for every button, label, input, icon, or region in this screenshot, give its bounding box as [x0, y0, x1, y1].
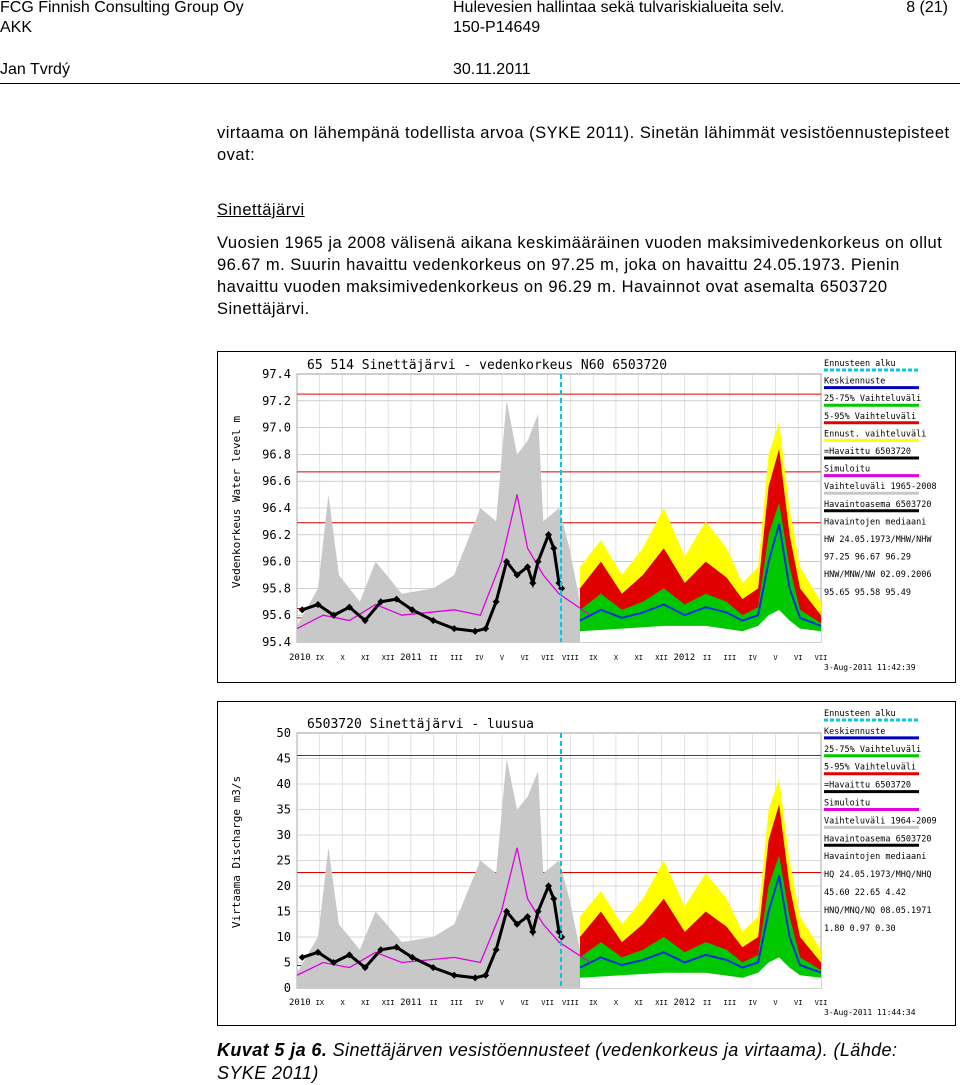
y-tick-label: 96.0 [262, 554, 291, 569]
legend-label: HW 24.05.1973/MHW/NHW [824, 535, 932, 545]
x-tick-label: 2011 [400, 653, 422, 663]
y-tick-label: 95.8 [262, 581, 291, 596]
header-page: 8 (21) [906, 0, 948, 16]
figure-caption [217, 1039, 937, 1085]
x-tick-label: X [340, 999, 345, 1007]
x-tick-label: IV [748, 654, 757, 662]
x-tick-label: IV [475, 999, 484, 1007]
chart-timestamp: 3-Aug-2011 11:44:34 [824, 1008, 916, 1017]
discharge-chart [218, 702, 955, 1025]
y-tick-label: 95.4 [262, 635, 291, 649]
legend-label: 25-75% Vaihteluväli [824, 394, 922, 405]
x-tick-label: V [499, 654, 505, 662]
x-tick-label: V [773, 654, 778, 662]
y-tick-label: 40 [276, 777, 291, 791]
legend-label: Vaihteluväli 1965-2008 [824, 482, 937, 493]
x-tick-label: VII [541, 999, 554, 1007]
x-tick-label: VI [520, 999, 530, 1007]
y-tick-label: 96.6 [262, 474, 291, 489]
x-tick-label: XII [381, 654, 395, 662]
chart-title: 6503720 Sinettäjärvi - luusua [307, 717, 534, 732]
x-tick-label: VI [793, 654, 803, 662]
legend-label: 45.60 22.65 4.42 [824, 888, 906, 898]
header-author: Jan Tvrdý [0, 61, 70, 78]
x-tick-label: 2010 [289, 998, 311, 1008]
x-tick-label: XII [655, 999, 668, 1007]
x-tick-label: XII [655, 654, 668, 662]
x-tick-label: IX [588, 999, 598, 1007]
x-tick-label: VI [520, 654, 530, 662]
figure-water-level [217, 351, 956, 683]
subheading: Sinettäjärvi [217, 201, 305, 219]
chart-title: 65 514 Sinettäjärvi - vedenkorkeus N60 6503720 [307, 358, 668, 373]
paragraph-water-level: Vuosien 1965 ja 2008 välisenä aikana keskimääräinen vuoden maksimivedenkorkeus on ollut 96.67 m. Suurin havaittu vedenkorkeus on 97.25 m, joka on havaittu 24.05.1973. Pienin havaittu vuoden maksimivedenkorkeus on 96.29 m. Havainnot ovat asemalta 6503720 Sinettäjärvi. [217, 234, 943, 318]
y-tick-label: 20 [276, 879, 291, 893]
x-tick-label: IX [588, 654, 598, 662]
x-tick-label: VIII [561, 654, 579, 662]
legend-label: Havaintoasema 6503720 [824, 834, 932, 845]
legend-label: Havaintojen mediaani [824, 852, 927, 863]
y-tick-label: 96.2 [262, 527, 291, 542]
legend-label: HQ 24.05.1973/MHQ/NHQ [824, 870, 932, 881]
x-tick-label: IX [315, 999, 325, 1007]
legend-label: Havaintojen mediaani [824, 517, 927, 528]
header-dept: AKK [0, 19, 33, 36]
y-tick-label: 50 [276, 726, 291, 740]
y-tick-label: 30 [276, 828, 291, 842]
y-axis-label: Virtaama Discharge m3/s [230, 775, 243, 929]
x-tick-label: IV [748, 999, 757, 1007]
x-tick-label: X [613, 654, 619, 662]
y-tick-label: 95.6 [262, 608, 291, 623]
x-tick-label: III [723, 654, 737, 662]
caption-text: Sinettäjärven vesistöennusteet (vedenkorkeus ja virtaama). (Lähde: SYKE 2011) [217, 1040, 898, 1083]
x-tick-label: XII [381, 999, 395, 1007]
x-tick-label: XI [361, 654, 370, 662]
header-date: 30.11.2011 [453, 61, 531, 78]
legend-label: HNQ/MNQ/NQ 08.05.1971 [824, 905, 932, 916]
x-tick-label: IV [475, 654, 484, 662]
y-tick-label: 0 [283, 981, 291, 995]
header-rule [0, 83, 960, 84]
x-tick-label: II [429, 654, 438, 662]
legend-label: Ennusteen alku [824, 359, 896, 369]
x-tick-label: XI [361, 999, 370, 1007]
legend-label: Ennust. vaihteluväli [824, 429, 927, 440]
y-axis-label: Vedenkorkeus Water level m [230, 415, 243, 589]
y-tick-label: 25 [276, 853, 291, 868]
caption-label: Kuvat 5 ja 6. [217, 1040, 328, 1060]
x-tick-label: 2011 [400, 998, 422, 1008]
x-tick-label: III [450, 999, 463, 1007]
x-tick-label: VI [793, 999, 803, 1007]
x-tick-label: X [613, 999, 619, 1007]
legend-label: =Havaittu 6503720 [824, 447, 911, 457]
header-project: 150-P14649 [453, 19, 541, 36]
y-tick-label: 10 [276, 930, 291, 944]
legend-label: 5-95% Vaihteluväli [824, 411, 917, 422]
chart-timestamp: 3-Aug-2011 11:42:39 [824, 663, 916, 672]
water-level-chart [218, 352, 955, 682]
paragraph-intro: virtaama on lähempänä todellista arvoa (SYKE 2011). Sinetän lähimmät vesistöennustepisteet ovat: [217, 124, 950, 164]
legend-label: 25-75% Vaihteluväli [824, 744, 922, 755]
figure-discharge [217, 701, 956, 1026]
x-tick-label: VII [814, 654, 828, 662]
x-tick-label: IX [315, 654, 325, 662]
x-tick-label: V [773, 999, 778, 1007]
x-tick-label: 2012 [673, 998, 696, 1008]
legend-label: 5-95% Vaihteluväli [824, 762, 917, 773]
x-tick-label: X [340, 654, 345, 662]
x-tick-label: V [499, 999, 505, 1007]
x-tick-label: II [702, 654, 712, 662]
y-tick-label: 5 [283, 955, 291, 970]
x-tick-label: 2010 [289, 653, 311, 663]
y-tick-label: 45 [276, 751, 291, 766]
legend-label: Ennusteen alku [824, 709, 896, 719]
x-tick-label: III [723, 999, 737, 1007]
x-tick-label: VII [541, 654, 554, 662]
x-tick-label: II [702, 999, 712, 1007]
legend-label: HNW/MNW/NW 02.09.2006 [824, 570, 932, 581]
legend-label: 1.80 0.97 0.30 [824, 923, 896, 934]
legend-label: 97.25 96.67 96.29 [824, 552, 911, 563]
y-tick-label: 97.2 [262, 393, 291, 408]
legend-label: 95.65 95.58 95.49 [824, 587, 911, 598]
x-tick-label: XI [634, 999, 643, 1007]
legend-label: =Havaittu 6503720 [824, 780, 911, 791]
y-tick-label: 97.4 [262, 367, 291, 381]
x-tick-label: III [450, 654, 463, 662]
x-tick-label: VIII [561, 999, 579, 1007]
legend-label: Keskiennuste [824, 726, 886, 737]
legend-label: Simuloitu [824, 464, 871, 475]
x-tick-label: VII [814, 999, 828, 1007]
y-tick-label: 35 [276, 802, 291, 817]
header-company: FCG Finnish Consulting Group Oy [0, 0, 244, 16]
header-title: Hulevesien hallintaa sekä tulvariskialueita selv. [453, 0, 785, 16]
legend-label: Keskiennuste [824, 376, 886, 387]
x-tick-label: II [429, 999, 438, 1007]
x-tick-label: XI [634, 654, 643, 662]
x-tick-label: 2012 [673, 653, 696, 663]
y-tick-label: 96.4 [262, 501, 291, 515]
legend-label: Simuloitu [824, 798, 871, 809]
y-tick-label: 96.8 [262, 447, 291, 462]
legend-label: Havaintoasema 6503720 [824, 499, 932, 510]
y-tick-label: 15 [276, 904, 291, 919]
legend-label: Vaihteluväli 1964-2009 [824, 816, 937, 827]
y-tick-label: 97.0 [262, 420, 291, 435]
